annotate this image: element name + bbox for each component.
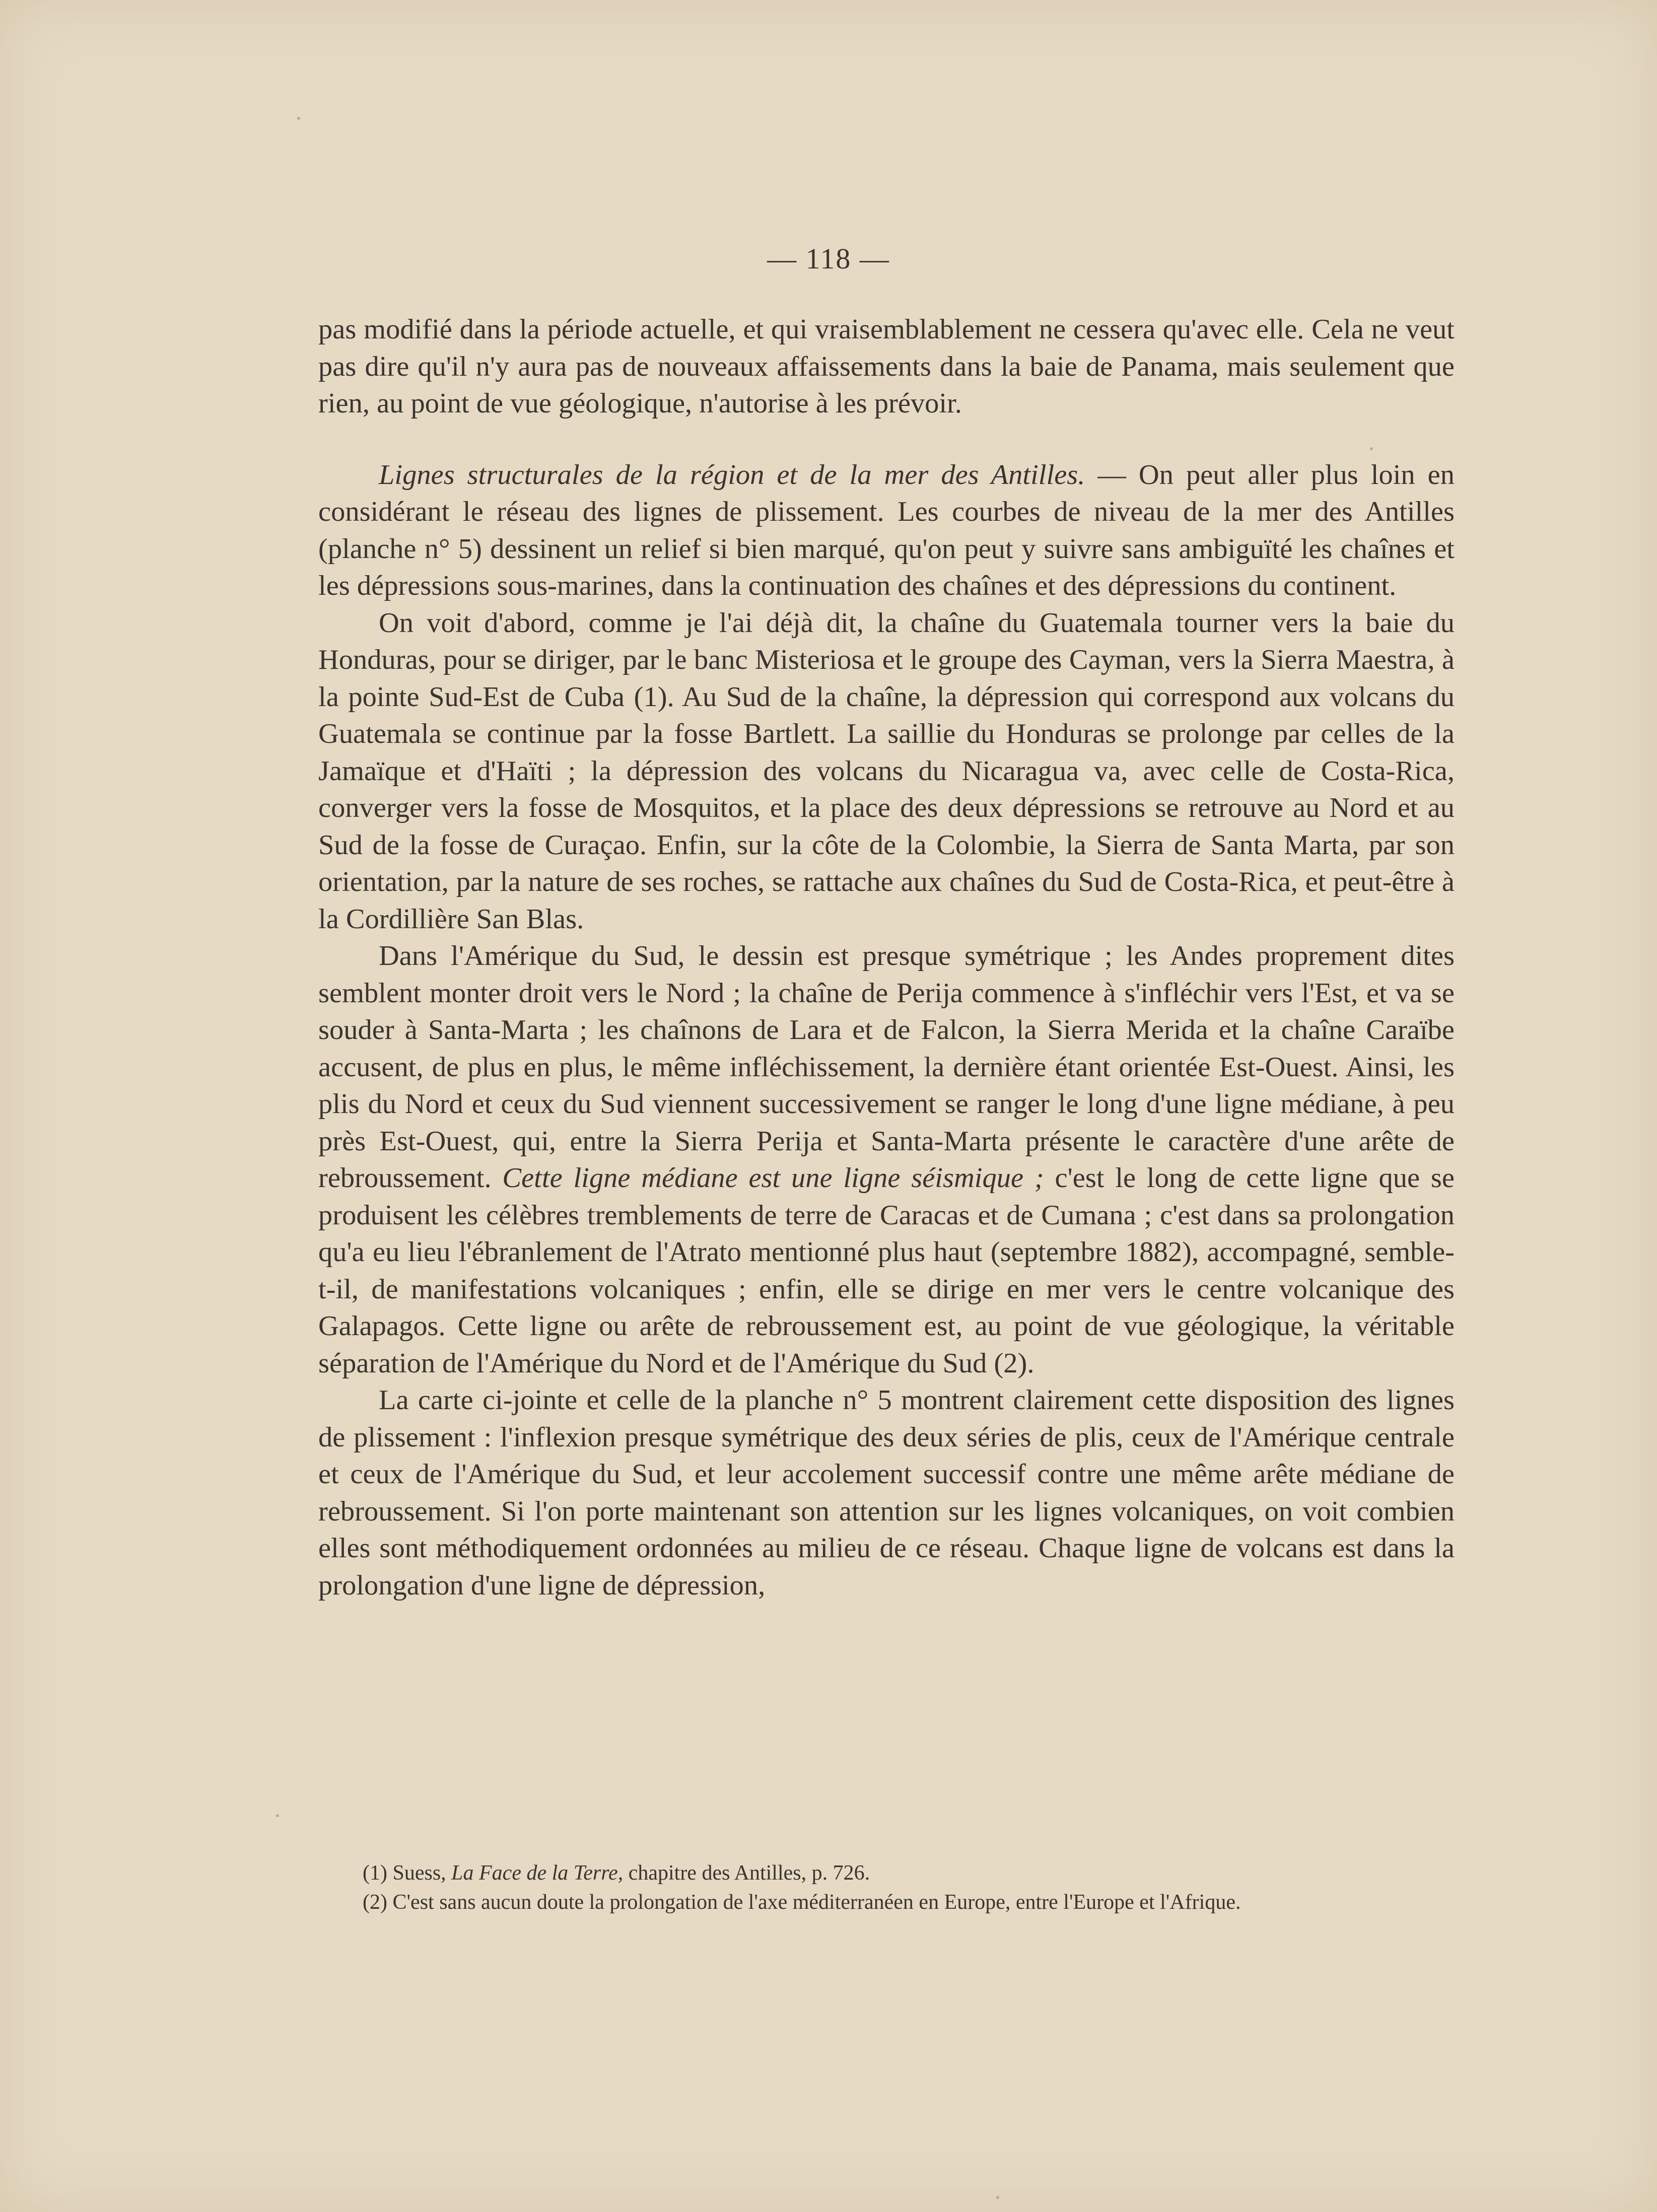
paragraph-1: pas modifié dans la période actuelle, et qui vraisemblablement ne cessera qu'avec elle. Cela ne veut pas dire qu'il n'y aura pas de nouveaux affaissements dans la baie de Panama, mais seulement que rien, au point de vue géologique, n'autorise à les prévoir. — [318, 314, 1455, 419]
paragraph-4 — [318, 938, 1455, 1382]
paragraph-5: La carte ci-jointe et celle de la planche n° 5 montrent clairement cette disposition des lignes de plissement : l'inflexion presque symétrique des deux séries de plis, ceux de l'Amérique centrale et ceux de l'Amérique du Sud, et leur accolement successif contre une même arête médiane de rebroussement. Si l'on porte maintenant son attention sur les lignes volcaniques, on voit combien elles sont méthodiquement ordonnées au milieu de ce réseau. Chaque ligne de volcans est dans la prolongation d'une ligne de dépression, — [318, 1385, 1455, 1601]
paragraph-4-part-b: c'est le long de cette ligne que se produisent les célèbres tremblements de terre de Caracas et de Cumana ; c'est dans sa prolongation qu'a eu lieu l'ébranlement de l'Atrato mentionné plus haut (septembre 1882), accompagné, semble-t-il, de manifestations volcaniques ; enfin, elle se dirige en mer vers le centre volcanique des Galapagos. Cette ligne ou arête de rebroussement est, au point de vue géologique, la véritable séparation de l'Amérique du Nord et de l'Amérique du Sud (2). — [318, 1162, 1455, 1379]
paragraph-2-text: — On peut aller plus loin en considérant le réseau des lignes de plissement. Les courbes de niveau de la mer des Antilles (planche n° 5) dessinent un relief si bien marqué, qu'on peut y suivre sans ambiguïté les chaînes et les dépressions sous-marines, dans la continuation des chaînes et des dépressions du continent. — [318, 459, 1455, 601]
paragraph-2 — [318, 457, 1455, 605]
paragraph-4-italic: Cette ligne médiane est une ligne séismique ; — [502, 1162, 1044, 1194]
paper-speck — [996, 2196, 999, 2199]
footnote-1-suffix: chapitre des Antilles, p. 726. — [623, 1861, 870, 1885]
footnote-1-title: La Face de la Terre, — [451, 1861, 624, 1885]
paragraph-3: On voit d'abord, comme je l'ai déjà dit, la chaîne du Guatemala tourner vers la baie du Honduras, pour se diriger, par le banc Misteriosa et le groupe des Cayman, vers la Sierra Maestra, à la pointe Sud-Est de Cuba (1). Au Sud de la chaîne, la dépression qui correspond aux volcans du Guatemala se continue par la fosse Bartlett. La saillie du Honduras se prolonge par celles de la Jamaïque et d'Haïti ; la dépression des volcans du Nicaragua va, avec celle de Costa-Rica, converger vers la fosse de Mosquitos, et la place des deux dépressions se retrouve au Nord et au Sud de la fosse de Curaçao. Enfin, sur la côte de la Colombie, la Sierra de Santa Marta, par son orientation, par la nature de ses roches, se rattache aux chaînes du Sud de Costa-Rica, et peut-être à la Cordillière San Blas. — [318, 607, 1455, 935]
footnote-2: (2) C'est sans aucun doute la prolongation de l'axe méditerranéen en Europe, entre l'Europe et l'Afrique. — [363, 1891, 1241, 1914]
footnotes — [363, 1858, 1451, 1917]
section-heading: Lignes structurales de la région et de la mer des Antilles. — [379, 459, 1085, 491]
paper-speck — [1370, 447, 1373, 450]
page-number: — 118 — — [767, 242, 890, 275]
footnote-1-prefix: (1) Suess, — [363, 1861, 452, 1885]
paragraph-gap — [318, 423, 1455, 457]
paragraph-4-part-a: Dans l'Amérique du Sud, le dessin est presque symétrique ; les Andes proprement dites semblent monter droit vers le Nord ; la chaîne de Perija commence à s'infléchir vers l'Est, et va se souder à Santa-Marta ; les chaînons de Lara et de Falcon, la Sierra Merida et la chaîne Caraïbe accusent, de plus en plus, le même infléchissement, la dernière étant orientée Est-Ouest. Ainsi, les plis du Nord et ceux du Sud viennent successivement se ranger le long d'une ligne médiane, à peu près Est-Ouest, qui, entre la Sierra Perija et Santa-Marta présente le caractère d'une arête de rebroussement. — [318, 940, 1455, 1194]
footnote-1 — [363, 1858, 1451, 1888]
paper-speck — [276, 1814, 279, 1817]
body-text — [318, 311, 1455, 1604]
paper-speck — [297, 117, 300, 120]
